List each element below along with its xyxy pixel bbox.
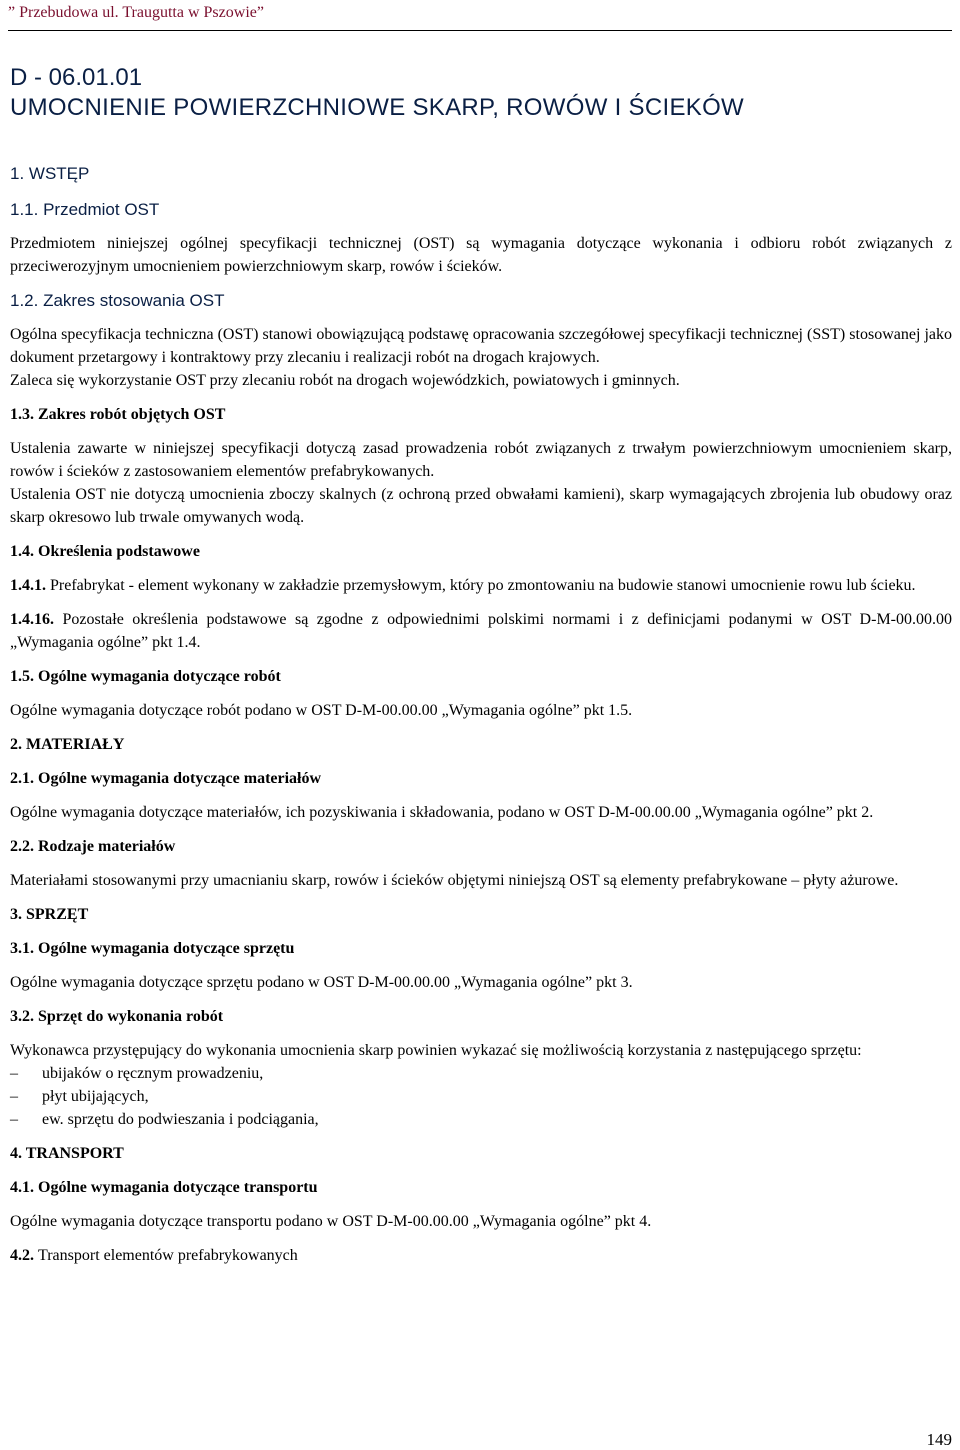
section-3-2-label: Sprzęt do wykonania robót	[38, 1008, 224, 1025]
section-4-1-number: 4.1.	[10, 1179, 34, 1196]
page-number: 149	[926, 1430, 952, 1449]
section-2-1-paragraph: Ogólne wymagania dotyczące materiałów, ich pozyskiwania i składowania, podano w OST D-M-00.00.00 „Wymagania ogólne” pkt 2.	[10, 804, 874, 821]
list-item: – ubijaków o ręcznym prowadzeniu,	[10, 1062, 952, 1085]
section-1-3-paragraph-1: Ustalenia zawarte w niniejszej specyfikacji dotyczą zasad prowadzenia robót związanych z trwałym powierzchniowym umocnieniem skarp, rowów i ścieków z zastosowaniem elementów prefabrykowanych.	[10, 440, 952, 480]
section-2-2-paragraph: Materiałami stosowanymi przy umacnianiu skarp, rowów i ścieków objętymi niniejszą OST są elementy prefabrykowane – płyty ażurowe.	[10, 872, 899, 889]
section-3-1-paragraph: Ogólne wymagania dotyczące sprzętu podano w OST D-M-00.00.00 „Wymagania ogólne” pkt 3.	[10, 974, 633, 991]
section-1-heading: 1. WSTĘP	[10, 164, 90, 183]
section-2-1-label: Ogólne wymagania dotyczące materiałów	[38, 770, 322, 787]
section-1-4-number: 1.4.	[10, 543, 34, 560]
section-1-2-paragraph-2: Zaleca się wykorzystanie OST przy zlecaniu robót na drogach wojewódzkich, powiatowych i gminnych.	[10, 372, 680, 389]
running-header	[8, 2, 952, 31]
section-3-2-paragraph: Wykonawca przystępujący do wykonania umocnienia skarp powinien wykazać się możliwością korzystania z następującego sprzętu:	[10, 1042, 862, 1059]
document-body	[10, 162, 952, 1278]
section-1-3-number: 1.3.	[10, 406, 34, 423]
section-1-4-heading	[10, 540, 952, 563]
document-title: UMOCNIENIE POWIERZCHNIOWE SKARP, ROWÓW I ŚCIEKÓW	[10, 94, 744, 121]
definition-1-4-1-text: Prefabrykat - element wykonany w zakładzie przemysłowym, który po zmontowaniu na budowie stanowi umocnienie rowu lub ścieku.	[46, 577, 916, 594]
header-text: ” Przebudowa ul. Traugutta w Pszowie”	[8, 4, 264, 21]
section-4-1-label: Ogólne wymagania dotyczące transportu	[38, 1179, 318, 1196]
section-1-3-heading	[10, 403, 952, 426]
section-2-2-label: Rodzaje materiałów	[38, 838, 176, 855]
section-3-heading: 3. SPRZĘT	[10, 906, 89, 923]
section-1-1-paragraph: Przedmiotem niniejszej ogólnej specyfikacji technicznej (OST) są wymagania dotyczące wykonania i odbioru robót związanych z przeciwerozyjnym umocnieniem powierzchniowym skarp, rowów i ścieków.	[10, 235, 952, 275]
definition-1-4-16-text: Pozostałe określenia podstawowe są zgodne z odpowiednimi polskimi normami i z definicjami podanymi w OST D-M-00.00.00 „Wymagania ogólne” pkt 1.4.	[10, 611, 952, 651]
definition-1-4-1	[10, 574, 952, 597]
section-3-2-number: 3.2.	[10, 1008, 34, 1025]
section-2-2-heading	[10, 835, 952, 858]
list-item: – ew. sprzętu do podwieszania i podciągania,	[10, 1108, 952, 1131]
section-2-1-heading	[10, 767, 952, 790]
list-item: – płyt ubijających,	[10, 1085, 952, 1108]
section-1-5-heading	[10, 665, 952, 688]
section-1-5-label: Ogólne wymagania dotyczące robót	[38, 668, 281, 685]
section-3-1-number: 3.1.	[10, 940, 34, 957]
document-code: D - 06.01.01	[10, 64, 143, 91]
section-1-2-heading: 1.2. Zakres stosowania OST	[10, 291, 225, 310]
section-2-heading: 2. MATERIAŁY	[10, 736, 125, 753]
section-4-2-number: 4.2.	[10, 1247, 34, 1264]
section-2-1-number: 2.1.	[10, 770, 34, 787]
section-4-2-label: Transport elementów prefabrykowanych	[38, 1247, 298, 1264]
section-4-1-heading	[10, 1176, 952, 1199]
section-3-1-label: Ogólne wymagania dotyczące sprzętu	[38, 940, 295, 957]
section-4-2-heading	[10, 1244, 952, 1267]
definition-1-4-16-number: 1.4.16.	[10, 611, 54, 628]
section-1-4-label: Określenia podstawowe	[38, 543, 200, 560]
section-1-1-heading: 1.1. Przedmiot OST	[10, 200, 160, 219]
section-4-1-paragraph: Ogólne wymagania dotyczące transportu podano w OST D-M-00.00.00 „Wymagania ogólne” pkt 4.	[10, 1213, 652, 1230]
section-2-2-number: 2.2.	[10, 838, 34, 855]
definition-1-4-1-number: 1.4.1.	[10, 577, 46, 594]
section-1-3-paragraph-2: Ustalenia OST nie dotyczą umocnienia zboczy skalnych (z ochroną przed obwałami kamieni), skarp wymagających zbrojenia lub obudowy oraz skarp okresowo lub trwale omywanych wodą.	[10, 486, 952, 526]
definition-1-4-16	[10, 608, 952, 654]
section-1-5-paragraph: Ogólne wymagania dotyczące robót podano w OST D-M-00.00.00 „Wymagania ogólne” pkt 1.5.	[10, 702, 633, 719]
section-3-1-heading	[10, 937, 952, 960]
section-3-2-heading	[10, 1005, 952, 1028]
section-1-3-label: Zakres robót objętych OST	[38, 406, 226, 423]
section-4-heading: 4. TRANSPORT	[10, 1145, 124, 1162]
section-1-2-paragraph-1: Ogólna specyfikacja techniczna (OST) stanowi obowiązującą podstawę opracowania szczegółowej specyfikacji technicznej (SST) stosowanej jako dokument przetargowy i kontraktowy przy zlecaniu i realizacji robót na drogach krajowych.	[10, 326, 952, 366]
equipment-list	[10, 1062, 952, 1131]
section-1-5-number: 1.5.	[10, 668, 34, 685]
